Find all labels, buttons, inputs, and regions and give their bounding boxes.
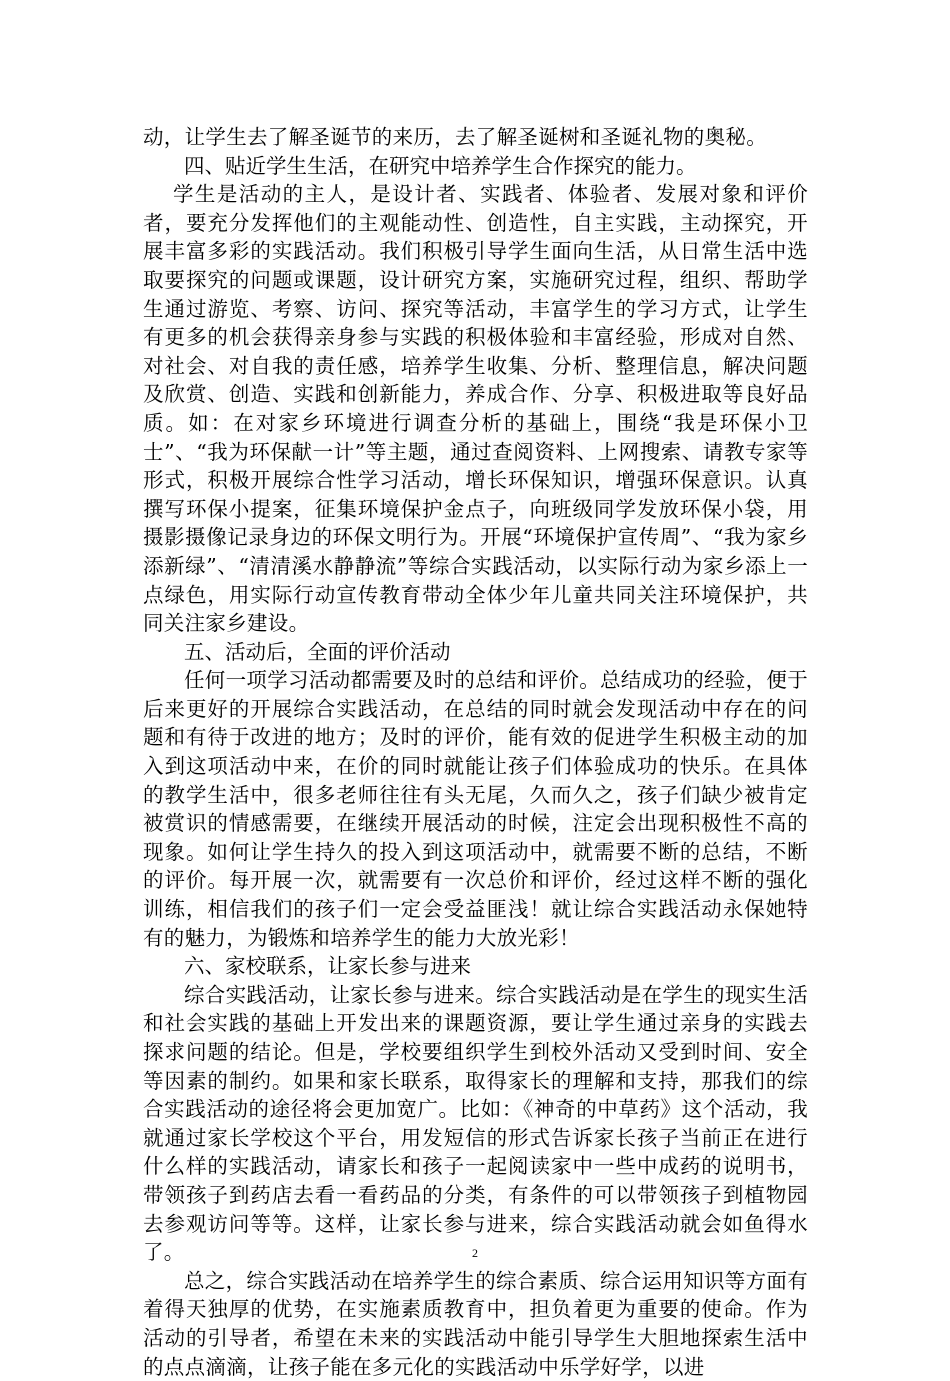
paragraph-section-4: 学生是活动的主人，是设计者、实践者、体验者、发展对象和评价者，要充分发挥他们的主观能动性、创造性，自主实践，主动探究，开展丰富多彩的实践活动。我们积极引导学生面向生活，从日常生活中选取要探究的问题或课题，设计研究方案，实施研究过程，组织、帮助学生通过游览、考察、访问、探究等活动，丰富学生的学习方式，让学生有更多的机会获得亲身参与实践的积极体验和丰富经验，形成对自然、对社会、对自我的责任感，培养学生收集、分析、整理信息，解决问题及欣赏、创造、实践和创新能力，养成合作、分享、积极进取等良好品质。如：在对家乡环境进行调查分析的基础上，围绕“我是环保小卫士”、“我为环保献一计”等主题，通过查阅资料、上网搜索、请教专家等形式，积极开展综合性学习活动，增长环保知识，增强环保意识。认真撰写环保小提案，征集环境保护金点子，向班级同学发放环保小袋，用摄影摄像记录身边的环保文明行为。开展“环境保护宣传周”、“我为家乡添新绿”、“清清溪水静静流”等综合实践活动，以实际行动为家乡添上一点绿色，用实际行动宣传教育带动全体少年儿童共同关注环境保护，共同关注家乡建设。 [143,182,808,636]
document-body [143,123,808,1381]
paragraph-continued: 动，让学生去了解圣诞节的来历，去了解圣诞树和圣诞礼物的奥秘。 [143,125,767,149]
paragraph-section-6: 综合实践活动，让家长参与进来。综合实践活动是在学生的现实生活和社会实践的基础上开发出来的课题资源，要让学生通过亲身的实践去探求问题的结论。但是，学校要组织学生到校外活动又受到时间、安全等因素的制约。如果和家长联系，取得家长的理解和支持，那我们的综合实践活动的途径将会更加宽广。比如：《神奇的中草药》这个活动，我就通过家长学校这个平台，用发短信的形式告诉家长孩子当前正在进行什么样的实践活动，请家长和孩子一起阅读家中一些中成药的说明书，带领孩子到药店去看一看药品的分类，有条件的可以带领孩子到植物园去参观访问等等。这样，让家长参与进来，综合实践活动就会如鱼得水了。 [143,982,808,1265]
paragraph-conclusion: 总之，综合实践活动在培养学生的综合素质、综合运用知识等方面有着得天独厚的优势，在实施素质教育中，担负着更为重要的使命。作为活动的引导者，希望在未来的实践活动中能引导学生大胆地探索生活中的点点滴滴，让孩子能在多元化的实践活动中乐学好学，以进 [143,1268,808,1379]
section-heading-4: 四、贴近学生生活，在研究中培养学生合作探究的能力。 [184,153,697,178]
section-heading-6: 六、家校联系，让家长参与进来 [184,954,471,979]
page-number: 2 [472,1246,478,1260]
section-heading-5: 五、活动后，全面的评价活动 [184,639,451,664]
paragraph-section-5: 任何一项学习活动都需要及时的总结和评价。总结成功的经验，便于后来更好的开展综合实践活动，在总结的同时就会发现活动中存在的问题和有待于改进的地方；及时的评价，能有效的促进学生积极主动的加入到这项活动中来，在价的同时就能让孩子们体验成功的快乐。在具体的教学生活中，很多老师往往有头无尾，久而久之，孩子们缺少被肯定被赏识的情感需要，在继续开展活动的时候，注定会出现积极性不高的现象。如何让学生持久的投入到这项活动中，就需要不断的总结，不断的评价。每开展一次，就需要有一次总价和评价，经过这样不断的强化训练，相信我们的孩子们一定会受益匪浅！就让综合实践活动永保她特有的魅力，为锻炼和培养学生的能力大放光彩！ [143,668,808,950]
